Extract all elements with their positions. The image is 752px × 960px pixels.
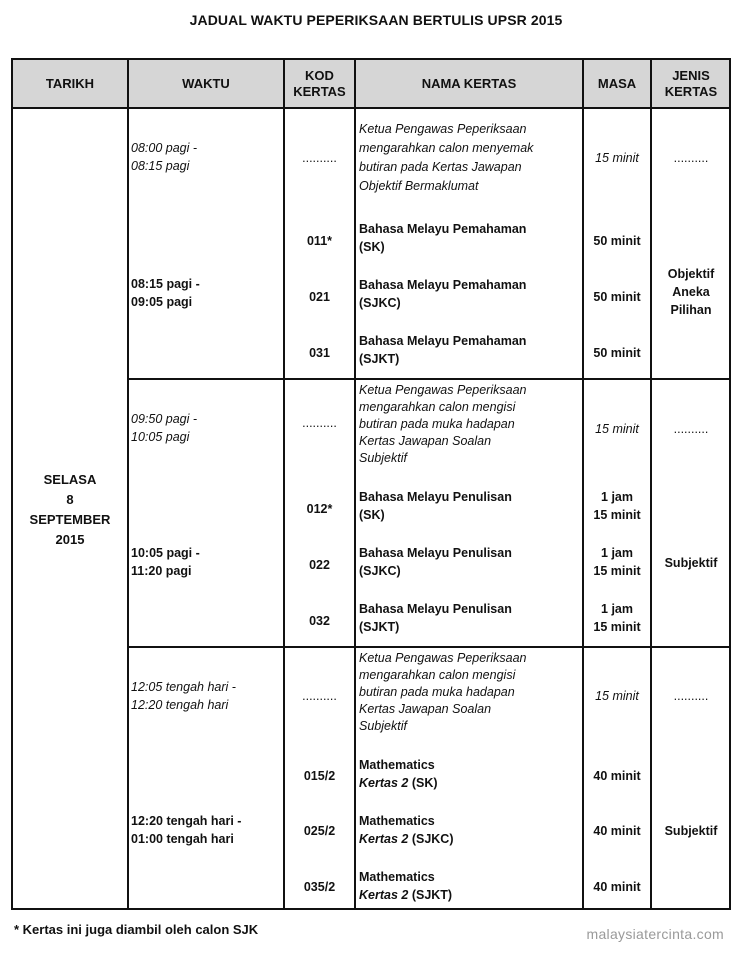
instruction-text	[359, 120, 533, 196]
time-start: 09:50 pagi -	[131, 412, 198, 426]
paper-duration: 40 minit	[593, 880, 641, 894]
paper-name-line: Bahasa Melayu Penulisan	[359, 602, 512, 616]
paper-name-line: (SK)	[359, 240, 385, 254]
header-waktu: WAKTU	[182, 75, 230, 91]
paper-duration	[584, 600, 650, 636]
instruction-line: Kertas Jawapan Soalan	[359, 434, 492, 448]
instruction-time	[131, 410, 197, 446]
date-number: 8	[66, 492, 74, 507]
instruction-line: butiran pada muka hadapan	[359, 685, 515, 699]
time-end: 11:20 pagi	[131, 564, 192, 578]
paper-code: 032	[309, 614, 330, 628]
instruction-line: Objektif Bermaklumat	[359, 179, 479, 193]
column-divider	[354, 60, 356, 908]
paper-type	[652, 265, 730, 319]
paper-duration	[584, 488, 650, 524]
watermark: malaysiatercinta.com	[586, 926, 724, 942]
document-title: JADUAL WAKTU PEPERIKSAAN BERTULIS UPSR 2015	[189, 12, 563, 28]
paper-name	[359, 756, 438, 792]
paper-name-line: Mathematics	[359, 814, 435, 828]
paper-name-line: (SJKC)	[359, 296, 401, 310]
paper-school: (SK)	[408, 776, 438, 790]
duration-line: 15 minit	[593, 620, 641, 634]
time-end: 12:20 tengah hari	[131, 698, 229, 712]
paper-name	[359, 332, 526, 368]
paper-school: (SJKC)	[408, 832, 454, 846]
paper-name-line	[359, 886, 452, 904]
time-start: 12:20 tengah hari -	[131, 814, 242, 828]
paper-part: Kertas 2	[359, 776, 409, 790]
paper-name-line: Mathematics	[359, 870, 435, 884]
instruction-kod: ..........	[302, 416, 337, 430]
instruction-jenis: ..........	[673, 422, 709, 436]
instruction-line: mengarahkan calon mengisi	[359, 668, 516, 682]
paper-type: Subjektif	[664, 556, 718, 570]
header-jenis-line1: JENIS	[672, 67, 710, 83]
paper-name-line	[359, 774, 438, 792]
time-end: 10:05 pagi	[131, 430, 190, 444]
footnote: * Kertas ini juga diambil oleh calon SJK	[14, 922, 259, 937]
instruction-line: Subjektif	[359, 719, 407, 733]
paper-name-line: Bahasa Melayu Penulisan	[359, 490, 512, 504]
paper-name	[359, 220, 526, 256]
paper-code: 035/2	[303, 880, 336, 894]
date-month: SEPTEMBER	[29, 512, 111, 527]
column-divider	[127, 60, 129, 908]
session-time	[131, 275, 200, 311]
time-end: 09:05 pagi	[131, 295, 193, 309]
column-divider	[650, 60, 652, 908]
paper-code: 015/2	[303, 769, 336, 783]
instruction-masa: 15 minit	[595, 422, 639, 436]
paper-code: 021	[309, 290, 330, 304]
paper-type-line: Objektif	[667, 267, 715, 281]
paper-duration: 40 minit	[593, 769, 641, 783]
paper-type-line: Pilihan	[670, 303, 712, 317]
time-end: 08:15 pagi	[131, 159, 190, 173]
time-end: 01:00 tengah hari	[131, 832, 234, 846]
paper-duration: 40 minit	[593, 824, 641, 838]
instruction-line: Subjektif	[359, 451, 407, 465]
time-start: 08:00 pagi -	[131, 141, 198, 155]
header-kod-line2: KERTAS	[293, 83, 346, 99]
instruction-jenis: ..........	[673, 151, 709, 165]
instruction-line: butiran pada Kertas Jawapan	[359, 160, 522, 174]
paper-name	[359, 544, 512, 580]
session-time	[131, 544, 200, 580]
instruction-line: mengarahkan calon mengisi	[359, 400, 516, 414]
instruction-time	[131, 139, 197, 175]
paper-name-line: Bahasa Melayu Pemahaman	[359, 334, 527, 348]
duration-line: 1 jam	[601, 490, 633, 504]
paper-name	[359, 600, 512, 636]
paper-duration: 50 minit	[593, 290, 641, 304]
paper-duration: 50 minit	[593, 346, 641, 360]
paper-code: 025/2	[303, 824, 336, 838]
paper-code: 012*	[306, 502, 333, 516]
paper-duration: 50 minit	[593, 234, 641, 248]
instruction-line: Ketua Pengawas Peperiksaan	[359, 651, 527, 665]
paper-name	[359, 488, 512, 524]
instruction-line: Ketua Pengawas Peperiksaan	[359, 383, 527, 397]
header-nama-kertas: NAMA KERTAS	[421, 75, 517, 91]
paper-name-line	[359, 830, 454, 848]
row-divider	[127, 378, 729, 380]
header-tarikh: TARIKH	[45, 75, 95, 91]
paper-type-line: Aneka	[672, 285, 710, 299]
exam-date	[13, 470, 127, 550]
instruction-kod: ..........	[302, 151, 337, 165]
paper-code: 031	[309, 346, 330, 360]
paper-name	[359, 868, 452, 904]
instruction-line: mengarahkan calon menyemak	[359, 141, 534, 155]
exam-timetable	[11, 58, 731, 910]
paper-name-line: (SK)	[359, 508, 385, 522]
instruction-line: Ketua Pengawas Peperiksaan	[359, 122, 527, 136]
header-jenis-kertas	[652, 60, 730, 107]
instruction-masa: 15 minit	[595, 151, 639, 165]
header-jenis-line2: KERTAS	[664, 83, 718, 99]
header-kod-line1: KOD	[305, 67, 334, 83]
paper-part: Kertas 2	[359, 888, 409, 902]
paper-name-line: Bahasa Melayu Pemahaman	[359, 278, 527, 292]
session-time	[131, 812, 241, 848]
time-start: 10:05 pagi -	[131, 546, 200, 560]
paper-name-line: (SJKT)	[359, 352, 400, 366]
duration-line: 15 minit	[593, 564, 641, 578]
duration-line: 15 minit	[593, 508, 641, 522]
row-divider	[127, 646, 729, 648]
paper-name-line: (SJKT)	[359, 620, 400, 634]
paper-duration	[584, 544, 650, 580]
duration-line: 1 jam	[601, 546, 633, 560]
instruction-kod: ..........	[302, 689, 337, 703]
date-day: SELASA	[43, 472, 97, 487]
instruction-text	[359, 650, 526, 735]
paper-name	[359, 812, 454, 848]
time-start: 12:05 tengah hari -	[131, 680, 236, 694]
paper-name-line: Bahasa Melayu Penulisan	[359, 546, 512, 560]
paper-name-line: Bahasa Melayu Pemahaman	[359, 222, 527, 236]
instruction-masa: 15 minit	[595, 689, 639, 703]
paper-name-line: Mathematics	[359, 758, 435, 772]
paper-school: (SJKT)	[408, 888, 453, 902]
instruction-time	[131, 678, 236, 714]
duration-line: 1 jam	[601, 602, 633, 616]
paper-code: 011*	[306, 234, 333, 248]
time-start: 08:15 pagi -	[131, 277, 200, 291]
instruction-text	[359, 382, 526, 467]
paper-name	[359, 276, 526, 312]
paper-part: Kertas 2	[359, 832, 409, 846]
date-year: 2015	[55, 532, 85, 547]
paper-name-line: (SJKC)	[359, 564, 401, 578]
header-kod-kertas	[285, 60, 354, 107]
header-masa: MASA	[597, 75, 637, 91]
instruction-line: Kertas Jawapan Soalan	[359, 702, 492, 716]
instruction-jenis: ..........	[673, 689, 709, 703]
paper-code: 022	[309, 558, 330, 572]
instruction-line: butiran pada muka hadapan	[359, 417, 515, 431]
paper-type: Subjektif	[664, 824, 718, 838]
